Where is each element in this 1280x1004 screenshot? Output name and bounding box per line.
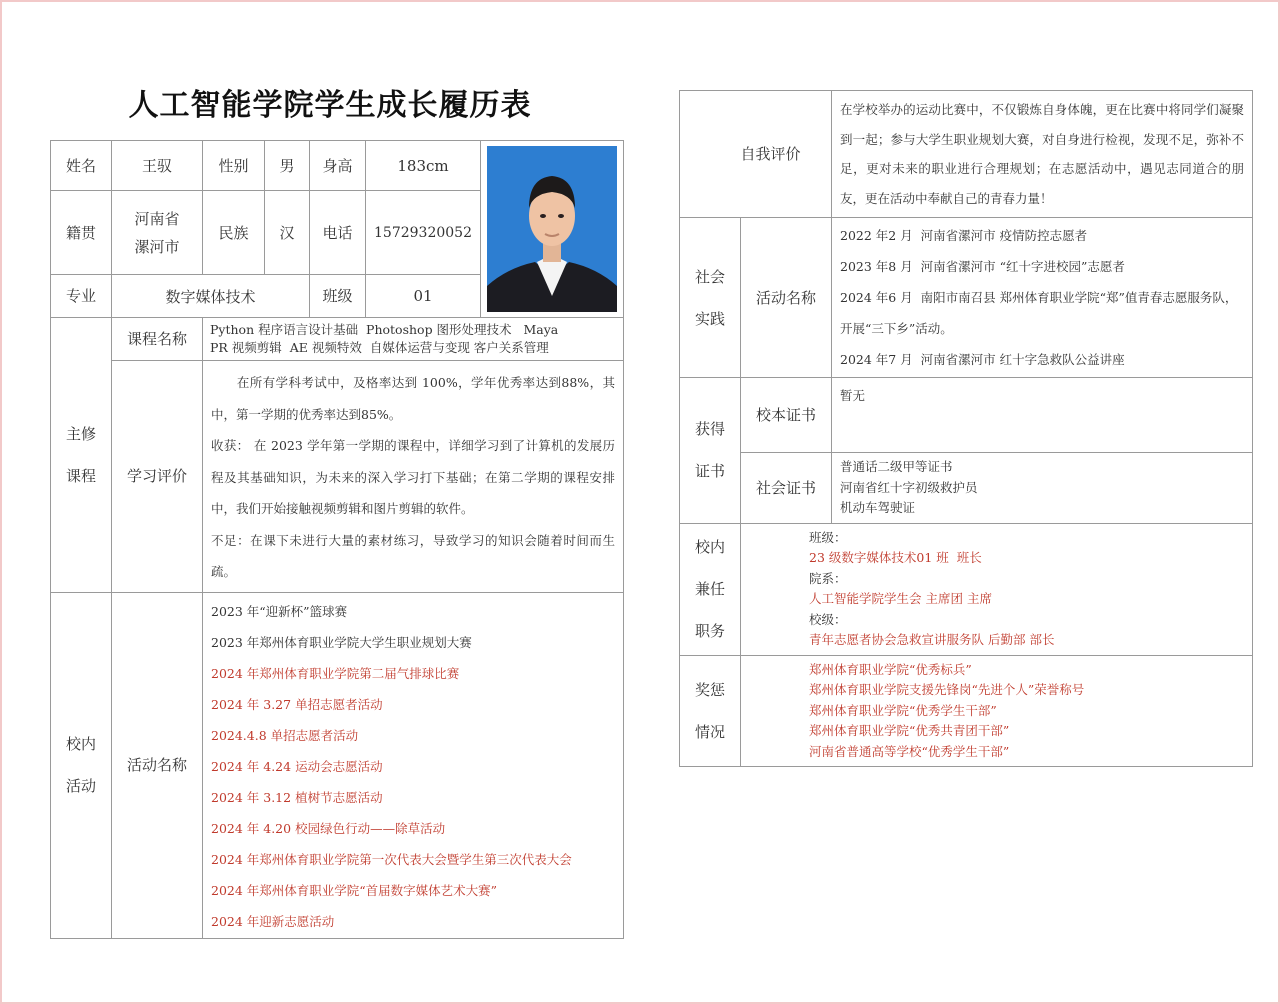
activity-item: 2024 年郑州体育职业学院“首届数字媒体艺术大赛” [211, 882, 498, 898]
social-activity-list [832, 218, 1253, 378]
study-eval-label: 学习评价 [112, 361, 203, 593]
study-eval [203, 361, 624, 593]
activity-item: 2024 年 4.20 校园绿色行动——除草活动 [211, 820, 446, 836]
certs-section-line-2: 证书 [694, 462, 725, 481]
page-title: 人工智能学院学生成长履历表 [128, 88, 532, 123]
position-class-value: 23 级数字媒体技术01 班 班长 [809, 550, 982, 565]
school-cert-value: 暂无 [832, 378, 1253, 453]
origin-label: 籍贯 [51, 191, 112, 275]
left-table [50, 140, 624, 939]
activity-item: 2024 年迎新志愿活动 [211, 913, 335, 929]
position-dept-label: 院系： [809, 570, 847, 586]
school-cert-label: 校本证书 [741, 378, 832, 453]
social-cert-item: 河南省红十字初级救护员 [840, 479, 978, 495]
award-item: 郑州体育职业学院“优秀标兵” [809, 661, 972, 677]
id-photo [487, 146, 617, 312]
social-item: 2023 年8 月 河南省漯河市 “红十字进校园”志愿者 [840, 259, 1125, 274]
phone-value: 15729320052 [366, 191, 481, 275]
social-cert-label: 社会证书 [741, 453, 832, 524]
course-name-label: 课程名称 [112, 318, 203, 361]
origin-line-2: 漯河市 [134, 237, 180, 256]
courses-section-label [51, 318, 112, 593]
self-eval-label: 自我评价 [680, 91, 832, 218]
social-cert-item: 机动车驾驶证 [840, 500, 916, 515]
height-label: 身高 [310, 141, 366, 191]
position-class-label: 班级： [809, 529, 847, 545]
class-label: 班级 [310, 275, 366, 318]
ethnic-label: 民族 [203, 191, 265, 275]
course-list-line-1: Python 程序语言设计基础 Photoshop 图形处理技术 Maya [210, 322, 559, 337]
activity-item: 2024 年 3.27 单招志愿者活动 [211, 696, 383, 712]
name-value: 王驭 [112, 141, 203, 191]
activity-list [203, 592, 624, 938]
study-eval-p3: 不足：在课下未进行大量的素材练习，导致学习的知识会随着时间而生疏。 [211, 532, 615, 579]
study-eval-p2: 收获： 在 2023 学年第一学期的课程中，详细学习到了计算机的发展历程及其基础知识，为未来的深入学习打下基础；在第二学期的课程安排中，我们开始接触视频剪辑和图片剪辑的软件。 [211, 438, 615, 516]
origin-value [112, 191, 203, 275]
activities-section-line-2: 活动 [65, 777, 96, 795]
activity-item: 2024 年郑州体育职业学院第一次代表大会暨学生第三次代表大会 [211, 851, 572, 867]
activity-item: 2024 年 4.24 运动会志愿活动 [211, 758, 383, 774]
award-item: 郑州体育职业学院“优秀学生干部” [809, 702, 997, 718]
social-section-line-1: 社会 [694, 267, 725, 286]
award-item: 河南省普通高等学校“优秀学生干部” [809, 743, 1010, 759]
course-list [203, 318, 624, 361]
awards-section-line-1: 奖惩 [694, 680, 725, 699]
activities-section-label [51, 592, 112, 938]
position-school-label: 校级： [809, 611, 847, 627]
activity-item: 2024 年 3.12 植树节志愿活动 [211, 789, 383, 805]
activity-name-label: 活动名称 [112, 592, 203, 938]
photo-cell [481, 141, 624, 318]
social-section-label [680, 218, 741, 378]
activity-item: 2024 年郑州体育职业学院第二届气排球比赛 [211, 665, 460, 681]
award-item: 郑州体育职业学院支援先锋岗“先进个人”荣誉称号 [809, 682, 1085, 697]
positions-section-label [680, 523, 741, 655]
gender-label: 性别 [203, 141, 265, 191]
social-section-line-2: 实践 [694, 309, 725, 328]
position-school-value: 青年志愿者协会急救宣讲服务队 后勤部 部长 [809, 632, 1055, 647]
activity-item: 2023 年郑州体育职业学院大学生职业规划大赛 [211, 634, 472, 650]
activity-item: 2023 年“迎新杯”篮球赛 [211, 603, 348, 619]
social-item: 2024 年6 月 南阳市南召县 郑州体育职业学院“郑”值青春志愿服务队，开展“三下乡”活动。 [840, 290, 1238, 336]
activity-item: 2024.4.8 单招志愿者活动 [211, 727, 359, 743]
awards-section-label [680, 655, 741, 767]
phone-label: 电话 [310, 191, 366, 275]
gender-value: 男 [265, 141, 310, 191]
social-item: 2024 年7 月 河南省漯河市 红十字急救队公益讲座 [840, 352, 1125, 367]
origin-line-1: 河南省 [134, 209, 180, 228]
awards-section-line-2: 情况 [694, 722, 725, 741]
social-cert-item: 普通话二级甲等证书 [840, 459, 953, 474]
position-dept-value: 人工智能学院学生会 主席团 主席 [809, 591, 992, 606]
awards-list [741, 655, 1253, 767]
social-cert-list [832, 453, 1253, 524]
activities-section-line-1: 校内 [65, 735, 96, 753]
courses-section-line-1: 主修 [65, 424, 96, 443]
course-list-line-2: PR 视频剪辑 AE 视频特效 自媒体运营与变现 客户关系管理 [210, 340, 549, 355]
height-value: 183cm [366, 141, 481, 191]
self-eval-text: 在学校举办的运动比赛中，不仅锻炼自身体魄，更在比赛中将同学们凝聚到一起；参与大学生职业规划大赛，对自身进行检视，发现不足，弥补不足，更对未来的职业进行合理规划；在志愿活动中，遇见志同道合的朋友，更在活动中奉献自己的青春力量！ [832, 91, 1253, 218]
award-item: 郑州体育职业学院“优秀共青团干部” [809, 723, 1010, 738]
positions-section-line-1: 校内 [694, 538, 725, 556]
social-item: 2022 年2 月 河南省漯河市 疫情防控志愿者 [840, 228, 1088, 243]
right-table [679, 90, 1253, 767]
positions-section-line-2: 兼任 [694, 580, 725, 598]
major-value: 数字媒体技术 [112, 275, 310, 318]
courses-section-line-2: 课程 [65, 466, 96, 485]
social-activity-label: 活动名称 [741, 218, 832, 378]
major-label: 专业 [51, 275, 112, 318]
portrait-image [487, 146, 617, 312]
name-label: 姓名 [51, 141, 112, 191]
certs-section-line-1: 获得 [694, 420, 725, 439]
positions-section-line-3: 职务 [694, 622, 725, 640]
ethnic-value: 汉 [265, 191, 310, 275]
study-eval-p1: 在所有学科考试中，及格率达到 100%，学年优秀率达到88%，其中，第一学期的优秀率达到85%。 [211, 375, 615, 422]
certs-section-label [680, 378, 741, 524]
positions-list [741, 523, 1253, 655]
class-value: 01 [366, 275, 481, 318]
